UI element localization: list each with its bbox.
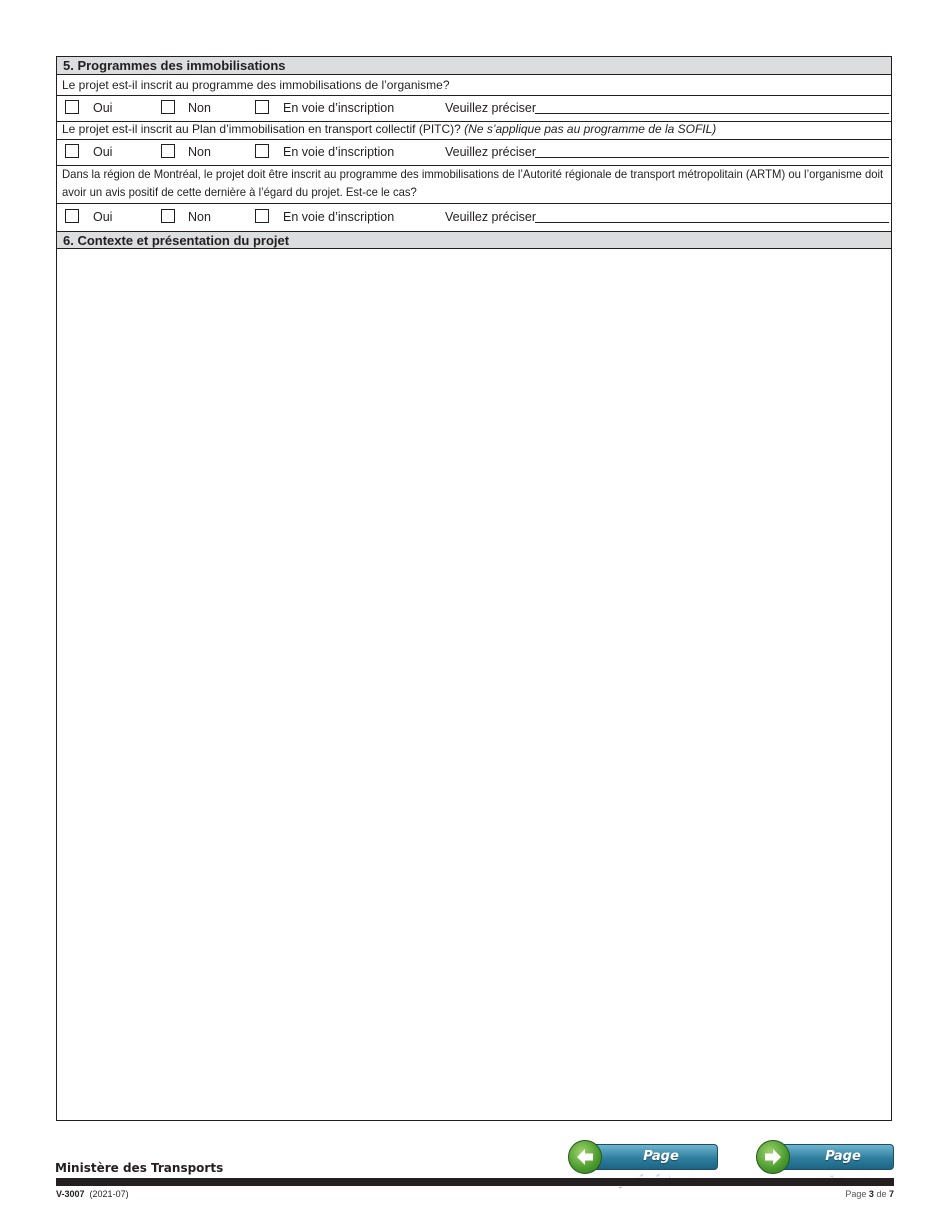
- form-code: V-3007 (2021-07): [56, 1189, 129, 1199]
- page-number: Page 3 de 7: [845, 1189, 894, 1199]
- next-page-button[interactable]: [756, 1140, 894, 1174]
- divider: [57, 95, 891, 96]
- q3-en-voie-label: En voie d’inscription: [283, 210, 395, 224]
- q1-non-checkbox[interactable]: [161, 100, 175, 114]
- q3-oui-label: Oui: [93, 210, 113, 224]
- q2-en-voie-checkbox[interactable]: [255, 144, 269, 158]
- question-2-options: [57, 142, 891, 162]
- q1-non-label: Non: [188, 101, 211, 115]
- q2-specify-input[interactable]: [535, 157, 889, 158]
- q2-non-label: Non: [188, 145, 211, 159]
- question-1-text: Le projet est-il inscrit au programme des immobilisations de l’organisme?: [62, 78, 450, 92]
- next-page-label: Page: [770, 1144, 894, 1170]
- section-5-header: 5. Programmes des immobilisations: [57, 57, 891, 75]
- divider: [57, 203, 891, 204]
- q3-non-checkbox[interactable]: [161, 209, 175, 223]
- q3-en-voie-checkbox[interactable]: [255, 209, 269, 223]
- q2-oui-label: Oui: [93, 145, 113, 159]
- ministry-name: Ministère des Transports: [55, 1161, 224, 1175]
- q3-specify-input[interactable]: [535, 222, 889, 223]
- q2-specify-label: Veuillez préciser: [445, 145, 537, 159]
- arrow-left-icon: [568, 1140, 602, 1174]
- q3-specify-label: Veuillez préciser: [445, 210, 537, 224]
- q1-en-voie-checkbox[interactable]: [255, 100, 269, 114]
- q2-en-voie-label: En voie d’inscription: [283, 145, 395, 159]
- question-3-options: [57, 207, 891, 227]
- project-context-textarea[interactable]: [57, 251, 891, 1120]
- q2-non-checkbox[interactable]: [161, 144, 175, 158]
- question-3-text: Dans la région de Montréal, le projet doit être inscrit au programme des immobilisations de l’Autorité régionale de transport métropolitain (ARTM) ou l’organisme doit avoir un avis positif de cette dernière à l’égard du projet. Est-ce le cas?: [62, 167, 884, 199]
- footer-bar: [56, 1178, 894, 1186]
- form-page: [56, 56, 892, 1121]
- previous-page-button[interactable]: [568, 1140, 718, 1174]
- arrow-right-icon: [756, 1140, 790, 1174]
- q1-en-voie-label: En voie d’inscription: [283, 101, 395, 115]
- q1-specify-input[interactable]: [535, 113, 889, 114]
- question-1-options: [57, 98, 891, 118]
- q3-oui-checkbox[interactable]: [65, 209, 79, 223]
- q1-specify-label: Veuillez préciser: [445, 101, 537, 115]
- q1-oui-label: Oui: [93, 101, 113, 115]
- question-2-text: Le projet est-il inscrit au Plan d’immobilisation en transport collectif (PITC)? (Ne s’applique pas au programme de la SOFIL): [62, 122, 717, 136]
- q2-oui-checkbox[interactable]: [65, 144, 79, 158]
- q1-oui-checkbox[interactable]: [65, 100, 79, 114]
- previous-page-label: Page: [582, 1144, 718, 1170]
- section-6-header: 6. Contexte et présentation du projet: [57, 231, 891, 249]
- q3-non-label: Non: [188, 210, 211, 224]
- divider: [57, 139, 891, 140]
